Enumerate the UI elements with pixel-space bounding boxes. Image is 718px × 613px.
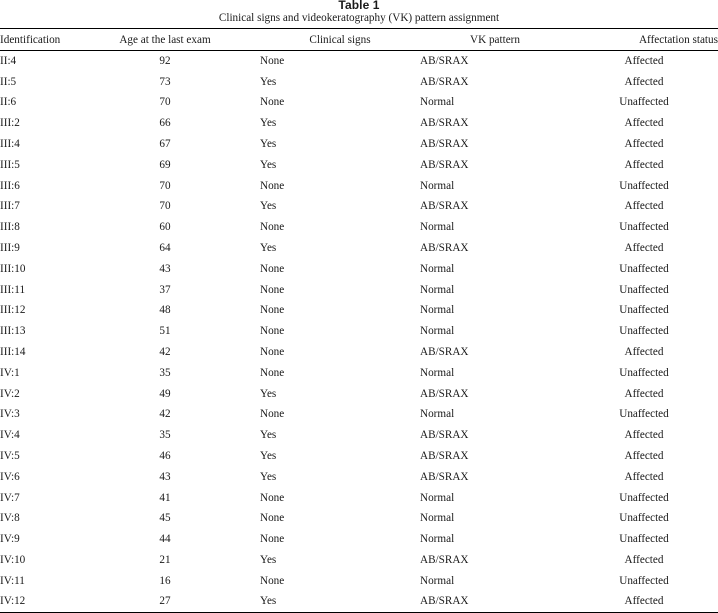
table-row: [0, 342, 718, 363]
column-header-affectation-status: Affectation status: [570, 29, 718, 51]
affectation-status-cell: Affected: [624, 200, 664, 213]
clinical-signs-cell: Yes: [260, 158, 277, 171]
table-row: [0, 217, 718, 238]
affectation-status-cell: Unaffected: [619, 408, 669, 421]
vk-pattern-cell: AB/SRAX: [420, 591, 570, 612]
vk-pattern-cell: Normal: [420, 366, 455, 379]
clinical-signs-cell: None: [260, 96, 285, 109]
column-header-identification: Identification: [0, 29, 70, 51]
vk-pattern-cell: Normal: [420, 304, 455, 317]
identification-cell: IV:7: [0, 491, 20, 504]
clinical-signs-cell: Yes: [260, 242, 277, 255]
affectation-status-cell: Unaffected: [619, 574, 669, 587]
clinical-signs-cell: None: [260, 346, 285, 359]
table-row: [0, 404, 718, 425]
affectation-status-cell: Affected: [624, 470, 664, 483]
age-cell: 70: [159, 179, 171, 192]
vk-pattern-cell: Normal: [420, 179, 455, 192]
vk-pattern-cell: Normal: [420, 512, 455, 525]
affectation-status-cell: Unaffected: [619, 179, 669, 192]
table-row: [0, 508, 718, 529]
clinical-signs-cell: None: [260, 408, 285, 421]
age-cell: 35: [159, 366, 171, 379]
identification-cell: IV:11: [0, 574, 25, 587]
affectation-status-cell: Affected: [624, 346, 664, 359]
affectation-status-cell: Affected: [624, 117, 664, 130]
age-cell: 49: [159, 387, 171, 400]
affectation-status-cell: Unaffected: [619, 512, 669, 525]
age-cell: 60: [159, 221, 171, 234]
clinical-signs-cell: None: [260, 262, 285, 275]
table-row: [0, 71, 718, 92]
clinical-signs-cell: None: [260, 366, 285, 379]
clinical-signs-cell: None: [260, 512, 285, 525]
age-cell: 46: [159, 450, 171, 463]
clinical-signs-cell: None: [260, 574, 285, 587]
table-row: [0, 134, 718, 155]
identification-cell: IV:10: [0, 554, 26, 567]
clinical-signs-cell: None: [260, 55, 285, 68]
vk-pattern-cell: AB/SRAX: [420, 429, 469, 442]
table-row: [0, 446, 718, 467]
identification-cell: III:8: [0, 221, 20, 234]
clinical-signs-cell: None: [260, 221, 285, 234]
affectation-status-cell: Unaffected: [619, 96, 669, 109]
vk-pattern-cell: AB/SRAX: [420, 450, 469, 463]
vk-pattern-cell: Normal: [420, 491, 455, 504]
table-row: [0, 300, 718, 321]
affectation-status-cell: Unaffected: [619, 262, 669, 275]
table-header: [0, 29, 718, 51]
vk-pattern-cell: AB/SRAX: [420, 75, 469, 88]
identification-cell: IV:2: [0, 387, 20, 400]
affectation-status-cell: Unaffected: [619, 366, 669, 379]
vk-pattern-cell: Normal: [420, 262, 455, 275]
age-cell: 70: [159, 200, 171, 213]
age-cell: 37: [159, 283, 171, 296]
table-row: [0, 258, 718, 279]
clinical-signs-cell: Yes: [260, 200, 277, 213]
table-row: [0, 154, 718, 175]
table-row: [0, 383, 718, 404]
affectation-status-cell: Affected: [624, 158, 664, 171]
table-row: [0, 529, 718, 550]
table-row: [0, 196, 718, 217]
identification-cell: III:7: [0, 200, 20, 213]
table-row: [0, 279, 718, 300]
clinical-signs-cell: Yes: [260, 387, 277, 400]
table-title: Table 1: [338, 0, 380, 12]
vk-pattern-cell: Normal: [420, 533, 455, 546]
age-cell: 27: [70, 591, 260, 612]
identification-cell: III:13: [0, 325, 26, 338]
vk-pattern-cell: Normal: [420, 574, 455, 587]
affectation-status-cell: Unaffected: [619, 283, 669, 296]
identification-cell: III:2: [0, 117, 20, 130]
age-cell: 92: [159, 55, 171, 68]
clinical-signs-cell: None: [260, 179, 285, 192]
age-cell: 21: [159, 554, 171, 567]
header-row: [0, 29, 718, 51]
age-cell: 69: [159, 158, 171, 171]
vk-pattern-cell: AB/SRAX: [420, 387, 469, 400]
vk-pattern-cell: Normal: [420, 325, 455, 338]
identification-cell: III:12: [0, 304, 26, 317]
clinical-signs-cell: None: [260, 304, 285, 317]
table-row: [0, 487, 718, 508]
vk-pattern-cell: AB/SRAX: [420, 554, 469, 567]
affectation-status-cell: Unaffected: [619, 325, 669, 338]
identification-cell: III:5: [0, 158, 20, 171]
identification-cell: III:9: [0, 242, 20, 255]
affectation-status-cell: Affected: [624, 429, 664, 442]
data-table: [0, 28, 718, 613]
table-row: [0, 550, 718, 571]
identification-cell: IV:3: [0, 408, 20, 421]
identification-cell: III:14: [0, 346, 26, 359]
identification-cell: III:4: [0, 138, 20, 151]
age-cell: 66: [159, 117, 171, 130]
affectation-status-cell: Unaffected: [619, 221, 669, 234]
clinical-signs-cell: Yes: [260, 450, 277, 463]
clinical-signs-cell: None: [260, 533, 285, 546]
column-header-vk-pattern: VK pattern: [420, 29, 570, 51]
age-cell: 70: [159, 96, 171, 109]
vk-pattern-cell: AB/SRAX: [420, 138, 469, 151]
table-row: [0, 321, 718, 342]
vk-pattern-cell: AB/SRAX: [420, 200, 469, 213]
age-cell: 64: [159, 242, 171, 255]
affectation-status-cell: Unaffected: [619, 304, 669, 317]
column-header-age: Age at the last exam: [70, 29, 260, 51]
age-cell: 16: [159, 574, 171, 587]
table-body: [0, 51, 718, 613]
affectation-status-cell: Affected: [624, 387, 664, 400]
clinical-signs-cell: Yes: [260, 591, 420, 612]
vk-pattern-cell: AB/SRAX: [420, 346, 469, 359]
affectation-status-cell: Affected: [570, 591, 718, 612]
identification-cell: II:6: [0, 96, 17, 109]
age-cell: 42: [159, 408, 171, 421]
identification-cell: III:11: [0, 283, 26, 296]
clinical-signs-cell: Yes: [260, 429, 277, 442]
clinical-signs-cell: None: [260, 325, 285, 338]
vk-pattern-cell: AB/SRAX: [420, 158, 469, 171]
age-cell: 48: [159, 304, 171, 317]
age-cell: 35: [159, 429, 171, 442]
vk-pattern-cell: AB/SRAX: [420, 470, 469, 483]
table-row: [0, 51, 718, 72]
clinical-signs-cell: Yes: [260, 138, 277, 151]
table-row: [0, 113, 718, 134]
vk-pattern-cell: Normal: [420, 96, 455, 109]
identification-cell: IV:6: [0, 470, 20, 483]
clinical-signs-cell: Yes: [260, 554, 277, 567]
age-cell: 73: [159, 75, 171, 88]
clinical-signs-cell: Yes: [260, 75, 277, 88]
identification-cell: II:5: [0, 75, 17, 88]
age-cell: 51: [159, 325, 171, 338]
affectation-status-cell: Affected: [624, 242, 664, 255]
clinical-signs-cell: None: [260, 283, 285, 296]
age-cell: 44: [159, 533, 171, 546]
affectation-status-cell: Affected: [624, 75, 664, 88]
vk-pattern-cell: Normal: [420, 283, 455, 296]
table-row: [0, 92, 718, 113]
age-cell: 45: [159, 512, 171, 525]
affectation-status-cell: Affected: [624, 138, 664, 151]
table-row: [0, 466, 718, 487]
clinical-signs-cell: None: [260, 491, 285, 504]
affectation-status-cell: Unaffected: [619, 491, 669, 504]
table-row: [0, 238, 718, 259]
table-row: [0, 591, 718, 612]
identification-cell: IV:8: [0, 512, 20, 525]
identification-cell: IV:1: [0, 366, 20, 379]
identification-cell: II:4: [0, 55, 17, 68]
affectation-status-cell: Affected: [624, 450, 664, 463]
age-cell: 43: [159, 262, 171, 275]
table-row: [0, 425, 718, 446]
clinical-signs-cell: Yes: [260, 117, 277, 130]
identification-cell: IV:12: [0, 591, 70, 612]
age-cell: 43: [159, 470, 171, 483]
vk-pattern-cell: AB/SRAX: [420, 55, 469, 68]
clinical-signs-cell: Yes: [260, 470, 277, 483]
vk-pattern-cell: Normal: [420, 408, 455, 421]
table-row: [0, 570, 718, 591]
table-row: [0, 175, 718, 196]
affectation-status-cell: Affected: [624, 55, 664, 68]
age-cell: 67: [159, 138, 171, 151]
vk-pattern-cell: AB/SRAX: [420, 117, 469, 130]
identification-cell: IV:5: [0, 450, 20, 463]
age-cell: 41: [159, 491, 171, 504]
vk-pattern-cell: AB/SRAX: [420, 242, 469, 255]
identification-cell: IV:4: [0, 429, 20, 442]
affectation-status-cell: Unaffected: [619, 533, 669, 546]
table-caption: Clinical signs and videokeratography (VK) pattern assignment: [218, 12, 500, 24]
identification-cell: III:6: [0, 179, 20, 192]
identification-cell: III:10: [0, 262, 26, 275]
age-cell: 42: [159, 346, 171, 359]
table-row: [0, 362, 718, 383]
column-header-clinical-signs: Clinical signs: [260, 29, 420, 51]
vk-pattern-cell: Normal: [420, 221, 455, 234]
identification-cell: IV:9: [0, 533, 20, 546]
affectation-status-cell: Affected: [624, 554, 664, 567]
